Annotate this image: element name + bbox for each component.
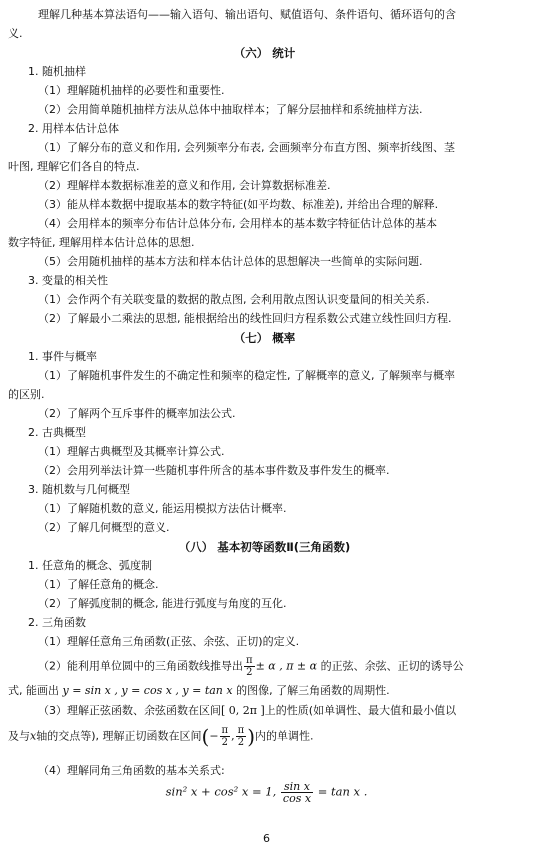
text-line: 义. bbox=[8, 27, 23, 40]
text-segment: 上的性质(如单调性、最大值和最小值以 bbox=[264, 704, 457, 717]
subsection-heading: 3. 随机数与几何概型 bbox=[28, 483, 130, 496]
text-segment: 式, 能画出 bbox=[8, 684, 59, 697]
subsection-heading: 2. 用样本估计总体 bbox=[28, 122, 119, 135]
text-segment: （3）理解正弦函数、余弦函数在区间 bbox=[38, 704, 221, 717]
text-segment: 轴的交点等), 理解正切函数在区间 bbox=[36, 729, 202, 743]
text-line: （2）理解样本数据标准差的意义和作用, 会计算数据标准差. bbox=[38, 179, 331, 192]
text-line: （1）理解随机抽样的必要性和重要性. bbox=[38, 84, 225, 97]
text-segment: 的正弦、余弦、正切的诱导公 bbox=[320, 659, 464, 673]
text-line: （2）了解弧度制的概念, 能进行弧度与角度的互化. bbox=[38, 597, 287, 610]
text-line bbox=[8, 702, 521, 720]
subsection-heading: 3. 变量的相关性 bbox=[28, 274, 108, 287]
formula-right: = tan x . bbox=[317, 784, 368, 799]
section-heading-probability: （七） 概率 bbox=[233, 331, 296, 345]
formula-left: sin² x + cos² x = 1, bbox=[165, 784, 277, 799]
math-expression: y = sin x , y = cos x , y = tan x bbox=[62, 684, 233, 697]
text-line-induction-formula bbox=[8, 655, 521, 678]
text-line: （2）会用简单随机抽样方法从总体中抽取样本；了解分层抽样和系统抽样方法. bbox=[38, 103, 423, 116]
fraction-denominator: cos x bbox=[282, 792, 312, 805]
text-line: （1）了解分布的意义和作用, 会列频率分布表, 会画频率分布直方图、频率折线图、茎 bbox=[38, 141, 455, 154]
math-expression: ± α , π ± α bbox=[255, 659, 318, 673]
text-line: 数字特征, 理解用样本估计总体的思想. bbox=[8, 236, 195, 249]
text-line: 叶图, 理解它们各自的特点. bbox=[8, 160, 140, 173]
text-line: （1）了解随机数的意义, 能运用模拟方法估计概率. bbox=[38, 502, 287, 515]
text-segment: 及与 bbox=[8, 729, 30, 743]
fraction-sin-over-cos bbox=[281, 781, 313, 804]
math-interval: [ 0, 2π ] bbox=[221, 704, 265, 717]
fraction-pi-over-2 bbox=[244, 655, 255, 678]
subsection-heading: 1. 任意角的概念、弧度制 bbox=[28, 559, 152, 572]
subsection-heading: 1. 随机抽样 bbox=[28, 65, 86, 78]
fraction-denominator: 2 bbox=[237, 737, 245, 748]
text-line: （1）会作两个有关联变量的数据的散点图, 会利用散点图认识变量间的相关关系. bbox=[38, 293, 430, 306]
fraction-denominator: 2 bbox=[246, 667, 253, 678]
fraction-pi-over-2 bbox=[220, 725, 231, 748]
fraction-denominator: 2 bbox=[221, 737, 229, 748]
subsection-heading: 2. 三角函数 bbox=[28, 616, 86, 629]
minus-sign: − bbox=[209, 729, 219, 743]
text-line: （5）会用随机抽样的基本方法和样本估计总体的思想解决一些简单的实际问题. bbox=[38, 255, 423, 268]
fraction-numerator: π bbox=[237, 725, 245, 736]
fraction-numerator: sin x bbox=[281, 781, 313, 793]
text-line: （1）理解任意角三角函数(正弦、余弦、正切)的定义. bbox=[38, 635, 300, 648]
text-line: （1）理解古典概型及其概率计算公式. bbox=[38, 445, 225, 458]
fraction-numerator: π bbox=[246, 655, 253, 666]
text-line: 理解几种基本算法语句——输入语句、输出语句、赋值语句、条件语句、循环语句的含 bbox=[38, 8, 456, 21]
subsection-heading: 1. 事件与概率 bbox=[28, 350, 97, 363]
text-line-tangent-interval bbox=[8, 725, 521, 748]
text-line bbox=[8, 682, 521, 700]
text-line: （2）会用列举法计算一些随机事件所含的基本事件数及事件发生的概率. bbox=[38, 464, 390, 477]
identity-formula bbox=[0, 781, 533, 804]
text-line: （2）了解几何概型的意义. bbox=[38, 521, 170, 534]
text-line: （4）理解同角三角函数的基本关系式: bbox=[38, 764, 225, 777]
text-segment: 内的单调性. bbox=[255, 729, 314, 743]
text-line: （3）能从样本数据中提取基本的数字特征(如平均数、标准差), 并给出合理的解释. bbox=[38, 198, 439, 211]
text-line: 的区别. bbox=[8, 388, 45, 401]
open-paren: ( bbox=[201, 724, 210, 749]
close-paren: ) bbox=[247, 724, 256, 749]
section-heading-trig-functions: （八） 基本初等函数Ⅱ(三角函数) bbox=[178, 540, 351, 554]
page-number: 6 bbox=[263, 832, 270, 845]
section-heading-statistics: （六） 统计 bbox=[233, 46, 296, 60]
text-line: （1）了解任意角的概念. bbox=[38, 578, 159, 591]
subsection-heading: 2. 古典概型 bbox=[28, 426, 86, 439]
text-line: （1）了解随机事件发生的不确定性和频率的稳定性, 了解概率的意义, 了解频率与概率 bbox=[38, 369, 455, 382]
text-segment: 的图像, 了解三角函数的周期性. bbox=[236, 684, 390, 697]
comma: , bbox=[231, 729, 235, 743]
text-segment: （2）能利用单位圆中的三角函数线推导出 bbox=[38, 659, 243, 673]
text-line: （2）了解最小二乘法的思想, 能根据给出的线性回归方程系数公式建立线性回归方程. bbox=[38, 312, 452, 325]
text-line: （4）会用样本的频率分布估计总体分布, 会用样本的基本数字特征估计总体的基本 bbox=[38, 217, 437, 230]
math-variable: x bbox=[30, 729, 37, 743]
fraction-numerator: π bbox=[221, 725, 229, 736]
text-line: （2）了解两个互斥事件的概率加法公式. bbox=[38, 407, 236, 420]
fraction-pi-over-2 bbox=[236, 725, 247, 748]
